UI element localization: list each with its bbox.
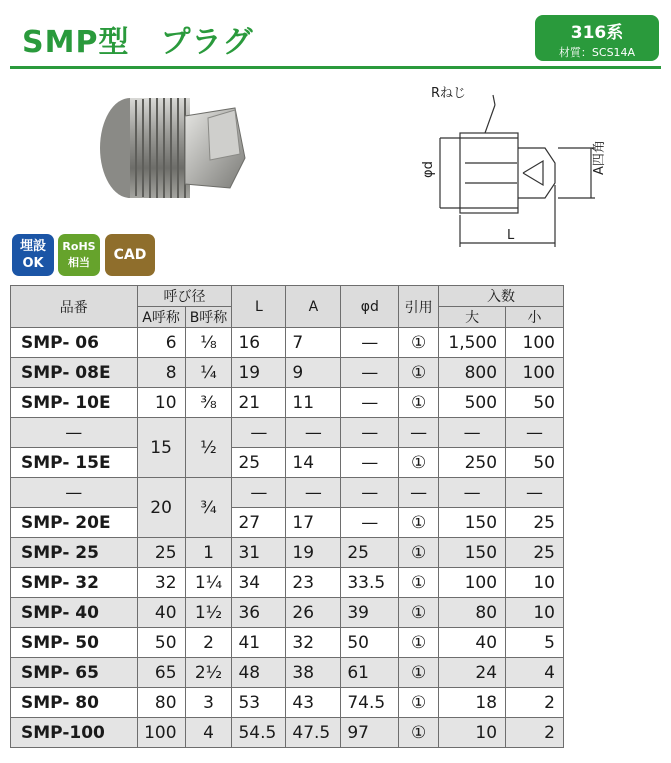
cad-tag[interactable]: CAD <box>105 234 155 276</box>
technical-drawing <box>395 75 605 260</box>
cell-small: 10 <box>506 568 564 598</box>
cell-a-nominal: 100 <box>137 718 185 748</box>
cell-ref: ① <box>399 688 439 718</box>
cell-A: 7 <box>286 328 341 358</box>
cell-L: — <box>232 478 286 508</box>
cell-A: — <box>286 418 341 448</box>
cell-a-nominal: 32 <box>137 568 185 598</box>
cell-phi-d: 74.5 <box>341 688 399 718</box>
spec-table <box>10 285 564 748</box>
rohs-tag: RoHS 相当 <box>58 234 100 276</box>
header-code: 品番 <box>11 286 138 328</box>
cell-b-nominal: 1¼ <box>185 568 232 598</box>
cell-A: 17 <box>286 508 341 538</box>
cell-large: 500 <box>439 388 506 418</box>
cell-a-nominal: 15 <box>137 418 185 478</box>
cell-ref: ① <box>399 448 439 478</box>
header-ref: 引用 <box>399 286 439 328</box>
header-A: A <box>286 286 341 328</box>
table-row <box>11 688 564 718</box>
header-L: L <box>232 286 286 328</box>
cell-ref: ① <box>399 508 439 538</box>
table-row <box>11 658 564 688</box>
header-b-nominal: B呼称 <box>185 307 232 328</box>
cell-a-nominal: 80 <box>137 688 185 718</box>
cell-a-nominal: 10 <box>137 388 185 418</box>
cell-b-nominal: 3 <box>185 688 232 718</box>
cell-code: SMP- 10E <box>11 388 138 418</box>
table-row <box>11 598 564 628</box>
cell-ref: ① <box>399 718 439 748</box>
cell-small: 4 <box>506 658 564 688</box>
header-large: 大 <box>439 307 506 328</box>
cell-ref: ① <box>399 568 439 598</box>
table-row <box>11 418 564 448</box>
umesetsu-ok-tag: 埋設 OK <box>12 234 54 276</box>
cell-code: — <box>11 418 138 448</box>
cell-large: 150 <box>439 538 506 568</box>
cell-A: 43 <box>286 688 341 718</box>
cell-phi-d: 39 <box>341 598 399 628</box>
cell-phi-d: — <box>341 328 399 358</box>
table-row <box>11 448 564 478</box>
table-row <box>11 538 564 568</box>
cell-L: 36 <box>232 598 286 628</box>
table-row <box>11 328 564 358</box>
cell-L: 25 <box>232 448 286 478</box>
table-row <box>11 388 564 418</box>
cell-b-nominal: ⅜ <box>185 388 232 418</box>
dia-label: φd <box>421 161 436 178</box>
cell-A: 32 <box>286 628 341 658</box>
cell-large: 1,500 <box>439 328 506 358</box>
cell-b-nominal: ½ <box>185 418 232 478</box>
cell-phi-d: 97 <box>341 718 399 748</box>
cell-small: 5 <box>506 628 564 658</box>
cell-L: 54.5 <box>232 718 286 748</box>
table-row <box>11 628 564 658</box>
cell-small: 50 <box>506 448 564 478</box>
square-label: A四角 <box>592 140 607 175</box>
cell-A: 23 <box>286 568 341 598</box>
cell-large: 100 <box>439 568 506 598</box>
cell-b-nominal: ¼ <box>185 358 232 388</box>
cell-b-nominal: ⅛ <box>185 328 232 358</box>
cell-code: SMP- 40 <box>11 598 138 628</box>
table-row <box>11 478 564 508</box>
cell-small: 100 <box>506 328 564 358</box>
thread-label: Rねじ <box>431 86 467 101</box>
cell-ref: ① <box>399 328 439 358</box>
cell-small: 2 <box>506 688 564 718</box>
cell-code: SMP- 50 <box>11 628 138 658</box>
material-label: 材質：SCS14A <box>558 46 636 59</box>
header-nominal: 呼び径 <box>137 286 232 307</box>
cell-code: — <box>11 478 138 508</box>
cell-phi-d: 50 <box>341 628 399 658</box>
cell-large: 80 <box>439 598 506 628</box>
cell-phi-d: — <box>341 388 399 418</box>
cell-small: 2 <box>506 718 564 748</box>
cell-L: 16 <box>232 328 286 358</box>
cell-ref: — <box>399 418 439 448</box>
cell-ref: ① <box>399 628 439 658</box>
cell-code: SMP- 06 <box>11 328 138 358</box>
cell-A: 26 <box>286 598 341 628</box>
cell-L: 19 <box>232 358 286 388</box>
cell-large: 250 <box>439 448 506 478</box>
cell-small: 25 <box>506 538 564 568</box>
cell-A: 47.5 <box>286 718 341 748</box>
cell-A: 9 <box>286 358 341 388</box>
cell-large: 800 <box>439 358 506 388</box>
cell-ref: ① <box>399 598 439 628</box>
product-photo <box>90 88 250 208</box>
cell-ref: ① <box>399 388 439 418</box>
cell-A: 14 <box>286 448 341 478</box>
cell-A: 19 <box>286 538 341 568</box>
cell-L: 48 <box>232 658 286 688</box>
cell-A: 38 <box>286 658 341 688</box>
cell-large: 10 <box>439 718 506 748</box>
cell-b-nominal: ¾ <box>185 478 232 538</box>
cell-small: — <box>506 418 564 448</box>
cell-A: 11 <box>286 388 341 418</box>
cell-small: 10 <box>506 598 564 628</box>
cell-ref: ① <box>399 358 439 388</box>
cell-ref: ① <box>399 538 439 568</box>
cell-small: 25 <box>506 508 564 538</box>
cell-a-nominal: 8 <box>137 358 185 388</box>
cell-a-nominal: 6 <box>137 328 185 358</box>
cell-large: 40 <box>439 628 506 658</box>
table-row <box>11 568 564 598</box>
cell-a-nominal: 40 <box>137 598 185 628</box>
cell-L: 27 <box>232 508 286 538</box>
cell-L: 53 <box>232 688 286 718</box>
cell-phi-d: — <box>341 358 399 388</box>
cell-large: — <box>439 418 506 448</box>
cell-phi-d: — <box>341 448 399 478</box>
cell-code: SMP- 20E <box>11 508 138 538</box>
cell-a-nominal: 25 <box>137 538 185 568</box>
cell-code: SMP- 80 <box>11 688 138 718</box>
cell-L: 34 <box>232 568 286 598</box>
table-row <box>11 358 564 388</box>
cell-phi-d: 61 <box>341 658 399 688</box>
series-badge <box>535 15 659 61</box>
cell-a-nominal: 50 <box>137 628 185 658</box>
cell-code: SMP-100 <box>11 718 138 748</box>
cell-L: 41 <box>232 628 286 658</box>
cell-A: — <box>286 478 341 508</box>
cell-L: 31 <box>232 538 286 568</box>
cell-L: — <box>232 418 286 448</box>
cell-phi-d: 25 <box>341 538 399 568</box>
cell-b-nominal: 4 <box>185 718 232 748</box>
cell-small: 100 <box>506 358 564 388</box>
cell-large: 24 <box>439 658 506 688</box>
cell-code: SMP- 08E <box>11 358 138 388</box>
length-label: L <box>507 228 515 243</box>
cell-phi-d: — <box>341 508 399 538</box>
header-a-nominal: A呼称 <box>137 307 185 328</box>
table-row <box>11 718 564 748</box>
cell-a-nominal: 20 <box>137 478 185 538</box>
header-small: 小 <box>506 307 564 328</box>
cell-a-nominal: 65 <box>137 658 185 688</box>
cell-ref: — <box>399 478 439 508</box>
cell-L: 21 <box>232 388 286 418</box>
cell-b-nominal: 1 <box>185 538 232 568</box>
cell-b-nominal: 2½ <box>185 658 232 688</box>
title-underline <box>10 66 661 69</box>
cell-phi-d: — <box>341 478 399 508</box>
cell-phi-d: 33.5 <box>341 568 399 598</box>
cell-b-nominal: 1½ <box>185 598 232 628</box>
cell-large: 18 <box>439 688 506 718</box>
cell-code: SMP- 65 <box>11 658 138 688</box>
cell-phi-d: — <box>341 418 399 448</box>
header-phi-d: φd <box>341 286 399 328</box>
cell-large: 150 <box>439 508 506 538</box>
cell-code: SMP- 32 <box>11 568 138 598</box>
cell-small: — <box>506 478 564 508</box>
cell-code: SMP- 25 <box>11 538 138 568</box>
page-title: SMP型 プラグ <box>22 25 254 60</box>
cell-b-nominal: 2 <box>185 628 232 658</box>
series-label: 316系 <box>570 23 624 43</box>
cell-code: SMP- 15E <box>11 448 138 478</box>
cell-small: 50 <box>506 388 564 418</box>
header-qty: 入数 <box>439 286 564 307</box>
cell-ref: ① <box>399 658 439 688</box>
cell-large: — <box>439 478 506 508</box>
table-row <box>11 508 564 538</box>
